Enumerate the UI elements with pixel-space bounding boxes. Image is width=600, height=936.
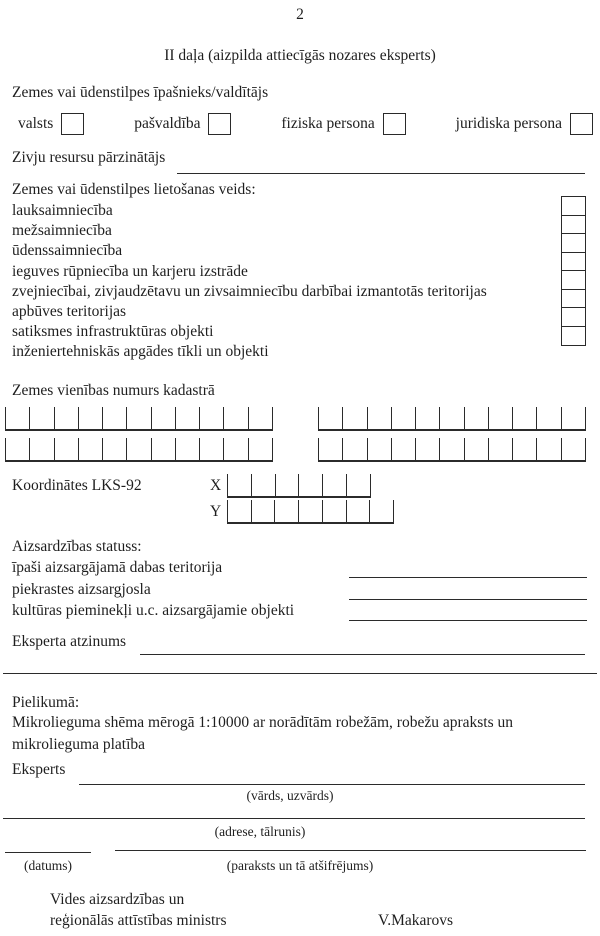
minister-name: V.Makarovs	[378, 912, 454, 929]
coordinate-x-comb[interactable]	[227, 474, 371, 498]
comb-cell	[488, 407, 512, 429]
protection-row	[12, 601, 587, 623]
expert-name-hint: (vārds, uzvārds)	[246, 788, 334, 803]
minister-title-line1: Vides aizsardzības un	[50, 891, 185, 908]
expert-label: Eksperts	[12, 761, 66, 778]
comb-cell	[274, 500, 298, 522]
comb-cell	[512, 407, 536, 429]
comb-cell	[5, 438, 29, 460]
comb-cell	[369, 500, 393, 522]
land-use-checkbox-6[interactable]	[561, 289, 586, 309]
comb-cell	[248, 438, 272, 460]
comb-cell	[175, 438, 199, 460]
cadastre-comb-r1-right[interactable]	[318, 407, 586, 431]
signature-hint: (paraksts un tā atšifrējums)	[226, 858, 374, 873]
land-use-item: mežsaimniecība	[12, 222, 112, 240]
land-use-item: zvejniecībai, zivjaudzētavu un zivsaimniecību darbībai izmantotās teritorijas	[12, 282, 487, 300]
comb-cell	[126, 407, 150, 429]
comb-cell	[29, 438, 53, 460]
land-use-checkbox-4[interactable]	[561, 252, 586, 272]
cadastre-comb-r2-right[interactable]	[318, 438, 586, 462]
owner-option-label: juridiska persona	[455, 115, 562, 133]
expert-address-blank-line[interactable]	[3, 818, 585, 819]
owner-option-valsts	[18, 113, 84, 135]
comb-cell	[318, 438, 342, 460]
protection-blank-line[interactable]	[349, 558, 587, 578]
owner-option-fiziska-persona	[281, 113, 405, 135]
comb-cell	[561, 407, 585, 429]
comb-cell	[298, 474, 322, 496]
land-use-item: satiksmes infrastruktūras objekti	[12, 323, 214, 341]
comb-cell	[223, 438, 247, 460]
date-blank-line[interactable]	[5, 852, 91, 853]
comb-cell	[464, 438, 488, 460]
expert-opinion-blank-line[interactable]	[140, 632, 585, 655]
comb-cell	[322, 474, 346, 496]
comb-cell	[199, 438, 223, 460]
comb-cell	[251, 474, 275, 496]
expert-opinion-row	[12, 632, 585, 655]
comb-cell	[391, 407, 415, 429]
comb-cell	[102, 438, 126, 460]
fish-resources-row	[12, 148, 585, 174]
owner-option-label: pašvaldība	[134, 115, 201, 133]
land-use-checkbox-5[interactable]	[561, 270, 586, 290]
expert-opinion-blank-line-2[interactable]	[3, 673, 597, 674]
comb-cell	[439, 438, 463, 460]
comb-cell	[175, 407, 199, 429]
comb-cell	[536, 438, 560, 460]
cadastre-comb-r2-left[interactable]	[5, 438, 273, 462]
comb-cell	[342, 407, 366, 429]
attachment-heading: Pielikumā:	[12, 694, 80, 711]
protection-item-label: piekrastes aizsargjosla	[12, 580, 151, 598]
comb-cell	[536, 407, 560, 429]
fish-resources-label: Zivju resursu pārzinātājs	[12, 149, 166, 166]
fish-resources-blank-line[interactable]	[177, 148, 585, 174]
comb-cell	[322, 500, 346, 522]
comb-cell	[561, 438, 585, 460]
comb-cell	[251, 500, 275, 522]
owner-section-label: Zemes vai ūdenstilpes īpašnieks/valdītājs	[12, 84, 269, 101]
owner-option-label: fiziska persona	[281, 115, 375, 133]
comb-cell	[248, 407, 272, 429]
expert-opinion-label: Eksperta atzinums	[12, 633, 127, 650]
comb-cell	[223, 407, 247, 429]
protection-blank-line[interactable]	[349, 580, 587, 600]
comb-cell	[199, 407, 223, 429]
expert-name-blank-line[interactable]	[79, 760, 585, 785]
land-use-checkbox-7[interactable]	[561, 307, 586, 327]
land-use-heading: Zemes vai ūdenstilpes lietošanas veids:	[12, 181, 256, 198]
page-number: 2	[296, 6, 304, 23]
comb-cell	[78, 407, 102, 429]
comb-cell	[29, 407, 53, 429]
land-use-item: inženiertehniskās apgādes tīkli un objekti	[12, 343, 269, 361]
comb-cell	[126, 438, 150, 460]
land-use-item: lauksaimniecība	[12, 202, 113, 219]
land-use-checkbox-column	[561, 196, 586, 346]
comb-cell	[512, 438, 536, 460]
comb-cell	[151, 407, 175, 429]
comb-cell	[439, 407, 463, 429]
comb-cell	[346, 500, 370, 522]
attachment-section	[12, 693, 568, 755]
comb-cell	[298, 500, 322, 522]
fiziska-persona-checkbox[interactable]	[383, 113, 406, 135]
comb-cell	[464, 407, 488, 429]
comb-cell	[346, 474, 370, 496]
comb-cell	[342, 438, 366, 460]
land-use-checkbox-2[interactable]	[561, 215, 586, 235]
protection-row	[12, 580, 587, 602]
comb-cell	[318, 407, 342, 429]
land-use-item: ieguves rūpniecība un karjeru izstrāde	[12, 262, 248, 280]
comb-cell	[391, 438, 415, 460]
protection-rows	[12, 558, 587, 623]
comb-cell	[227, 474, 251, 496]
land-use-item: apbūves teritorijas	[12, 302, 127, 320]
protection-heading: Aizsardzības statuss:	[12, 538, 142, 555]
comb-cell	[227, 500, 251, 522]
minister-title	[50, 890, 227, 931]
land-use-checkbox-3[interactable]	[561, 233, 586, 253]
land-use-item: ūdenssaimniecība	[12, 242, 123, 260]
date-hint: (datums)	[24, 858, 72, 873]
comb-cell	[54, 438, 78, 460]
valsts-checkbox[interactable]	[61, 113, 84, 135]
coordinate-y-label: Y	[210, 503, 222, 520]
protection-blank-line[interactable]	[349, 601, 587, 621]
comb-cell	[78, 438, 102, 460]
cadastre-comb-r1-left[interactable]	[5, 407, 273, 431]
owner-option-label: valsts	[18, 115, 54, 133]
comb-cell	[415, 407, 439, 429]
comb-cell	[415, 438, 439, 460]
owner-option-pasvaldiba	[134, 113, 231, 135]
comb-cell	[54, 407, 78, 429]
minister-title-line2: reģionālās attīstības ministrs	[50, 911, 227, 929]
owner-option-juridiska-persona	[456, 113, 593, 135]
attachment-text: Mikrolieguma shēma mērogā 1:10000 ar norādītām robežām, robežu apraksts un mikrolieguma platība	[12, 714, 514, 753]
cadastre-label: Zemes vienības numurs kadastrā	[12, 382, 215, 399]
form-part-title: II daļa (aizpilda attiecīgās nozares eksperts)	[164, 47, 436, 64]
juridiska-persona-checkbox[interactable]	[570, 113, 593, 135]
protection-item-label: kultūras pieminekļi u.c. aizsargājamie objekti	[12, 602, 295, 619]
comb-cell	[367, 407, 391, 429]
owner-type-row	[18, 111, 593, 137]
land-use-section	[12, 180, 487, 363]
land-use-checkbox-8[interactable]	[561, 326, 586, 346]
coordinate-x-label: X	[210, 477, 222, 494]
protection-item-label: īpaši aizsargājamā dabas teritorija	[12, 559, 223, 576]
comb-cell	[367, 438, 391, 460]
expert-address-hint: (adrese, tālrunis)	[214, 824, 306, 839]
coordinates-label: Koordinātes LKS-92	[12, 477, 142, 494]
comb-cell	[102, 407, 126, 429]
land-use-checkbox-1[interactable]	[561, 196, 586, 216]
protection-row	[12, 558, 587, 580]
coordinate-y-comb[interactable]	[227, 500, 394, 524]
comb-cell	[151, 438, 175, 460]
comb-cell	[275, 474, 299, 496]
expert-row	[12, 760, 585, 785]
comb-cell	[488, 438, 512, 460]
comb-cell	[5, 407, 29, 429]
signature-blank-line[interactable]	[115, 850, 586, 851]
pasvaldiba-checkbox[interactable]	[208, 113, 231, 135]
